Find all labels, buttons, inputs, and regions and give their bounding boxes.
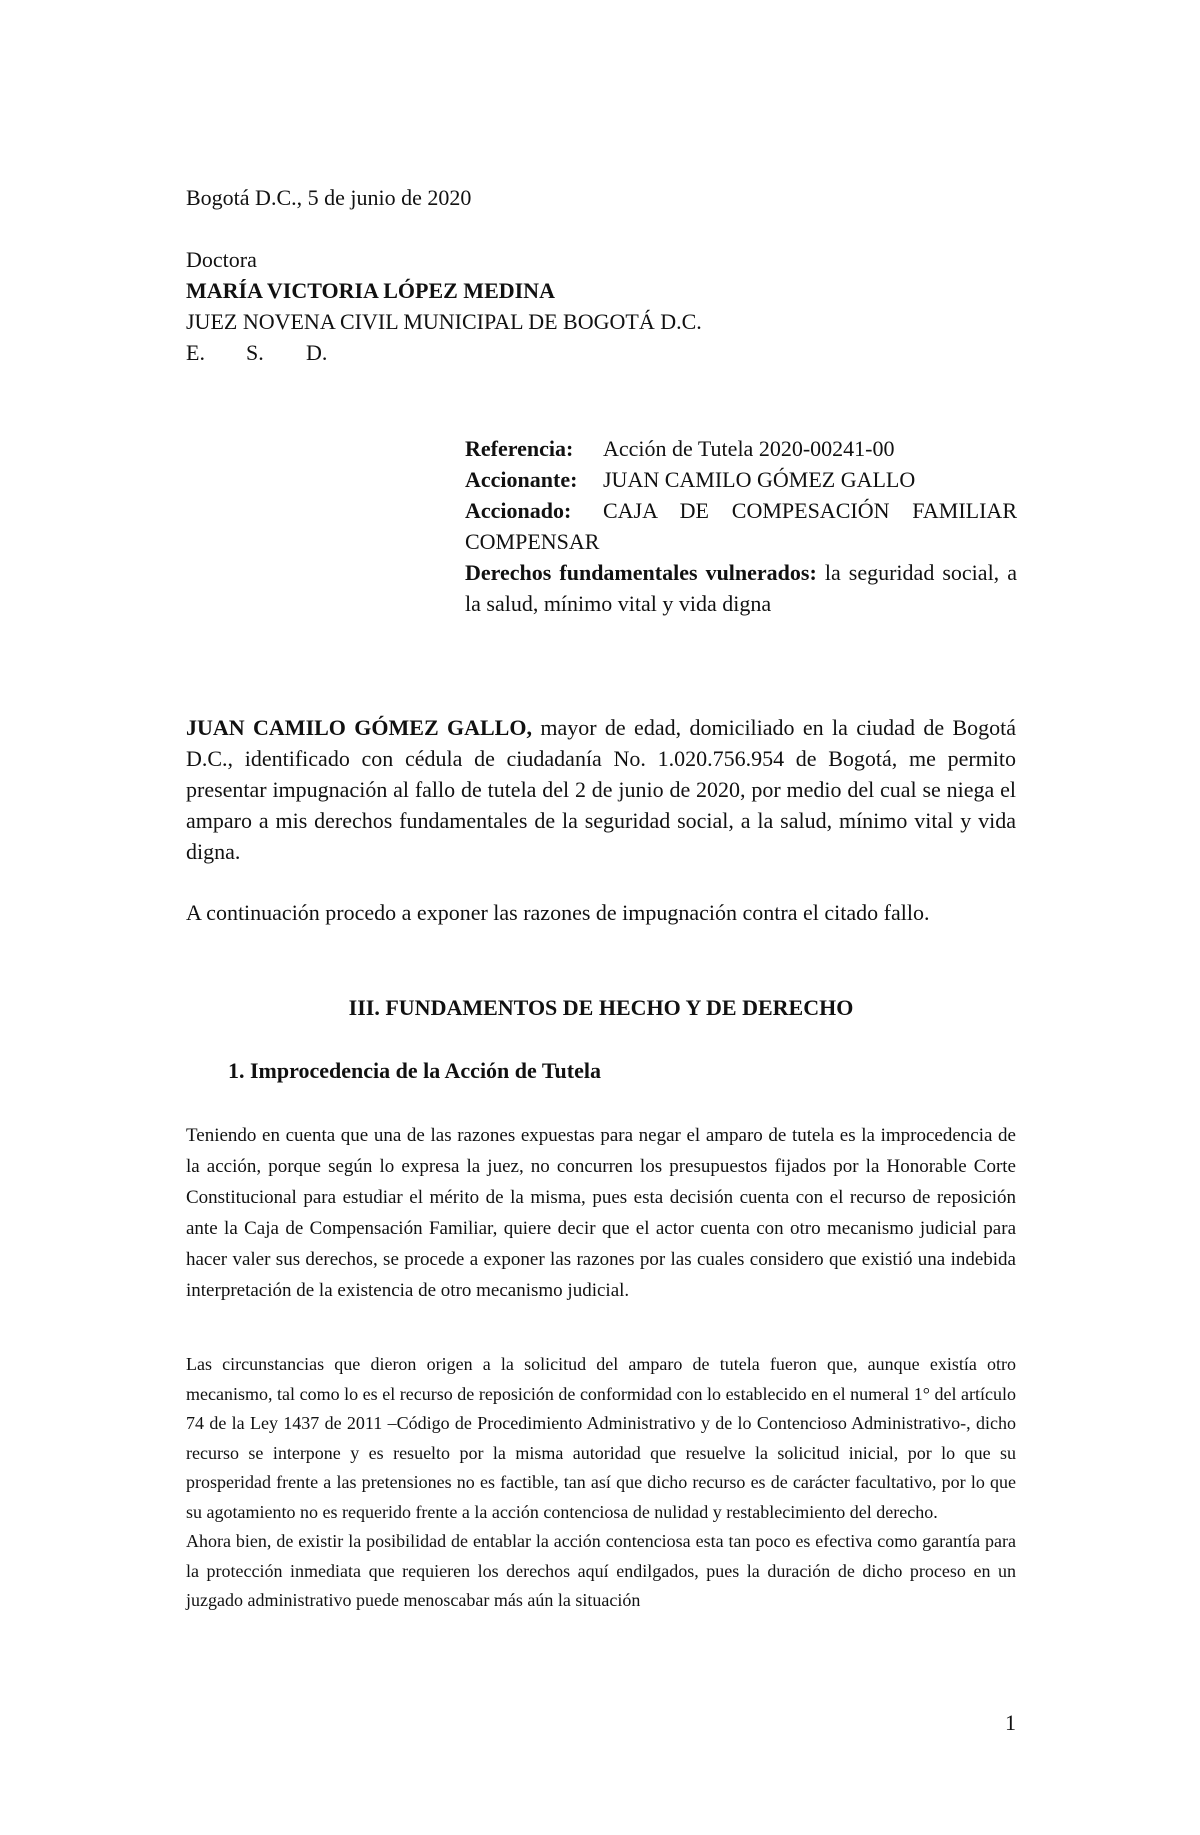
ref-accionado-label: Accionado:: [465, 498, 572, 523]
paragraph-ahora-bien: Ahora bien, de existir la posibilidad de entablar la acción contenciosa esta tan poco es efectiva como garantía para la protección inmediata que requieren los derechos aquí endilgados, pues la duración de dicho proceso en un juzgado administrativo puede menoscabar más aún la situación: [186, 1531, 1016, 1610]
paragraph-continuation: A continuación procedo a exponer las razones de impugnación contra el citado fallo.: [186, 900, 930, 925]
page-number: 1: [1005, 1710, 1016, 1735]
esd-e: E.: [186, 340, 205, 365]
paragraph-improcedencia: Teniendo en cuenta que una de las razones expuestas para negar el amparo de tutela es la improcedencia de la acción, porque según lo expresa la juez, no concurren los presupuestos fijados por la Honorable Corte Constitucional para estudiar el mérito de la misma, pues esta decisión cuenta con el recurso de reposición ante la Caja de Compensación Familiar, quiere decir que el actor cuenta con otro mecanismo judicial para hacer valer sus derechos, se procede a exponer las razones por las cuales considero que existió una indebida interpretación de la existencia de otro mecanismo judicial.: [186, 1125, 1016, 1301]
ref-referencia: [465, 433, 1017, 464]
paragraph-circunstancias-block: [186, 1350, 1016, 1616]
salutation: Doctora: [186, 247, 257, 272]
date-line: Bogotá D.C., 5 de junio de 2020: [186, 185, 472, 210]
intro-text: mayor de edad, domiciliado en la ciudad de Bogotá D.C., identificado con cédula de ciudadanía No. 1.020.756.954 de Bogotá, me permito presentar impugnación al fallo de tutela del 2 de junio de 2020, por medio del cual se niega el amparo a mis derechos fundamentales de la seguridad social, a la salud, mínimo vital y vida digna.: [186, 715, 1016, 864]
subsection-title: 1. Improcedencia de la Acción de Tutela: [228, 1058, 601, 1083]
ref-referencia-label: Referencia:: [465, 436, 574, 461]
paragraph-circunstancias: Las circunstancias que dieron origen a la solicitud del amparo de tutela fueron que, aunque existía otro mecanismo, tal como lo es el recurso de reposición de conformidad con lo establecido en el numeral 1° del artículo 74 de la Ley 1437 de 2011 –Código de Procedimiento Administrativo y de lo Contencioso Administrativo-, dicho recurso se interpone y es resuelto por la misma autoridad que resuelve la solicitud inicial, por lo que su prosperidad frente a las pretensiones no es factible, tan así que dicho recurso es de carácter facultativo, por lo que su agotamiento no es requerido frente a la acción contenciosa de nulidad y restablecimiento del derecho.: [186, 1354, 1016, 1522]
addressee-name: MARÍA VICTORIA LÓPEZ MEDINA: [186, 278, 555, 303]
ref-accionado-value-2: COMPENSAR: [465, 529, 600, 554]
ref-accionado: [465, 495, 1017, 526]
intro-name: JUAN CAMILO GÓMEZ GALLO,: [186, 715, 532, 740]
esd-line: [186, 337, 1016, 368]
ref-referencia-value: Acción de Tutela 2020-00241-00: [603, 436, 895, 461]
paragraph-intro: [186, 712, 1016, 867]
addressee-block: [186, 244, 1016, 368]
ref-accionante-value: JUAN CAMILO GÓMEZ GALLO: [603, 467, 916, 492]
ref-derechos-value: la seguridad social, a la salud, mínimo vital y vida digna: [465, 560, 1017, 616]
addressee-position: JUEZ NOVENA CIVIL MUNICIPAL DE BOGOTÁ D.C.: [186, 309, 702, 334]
ref-derechos: [465, 557, 1017, 619]
esd-s: S.: [246, 340, 264, 365]
reference-block: [465, 433, 1017, 619]
section-title: III. FUNDAMENTOS DE HECHO Y DE DERECHO: [348, 995, 854, 1020]
ref-accionante-label: Accionante:: [465, 467, 578, 492]
ref-accionado-value-1: CAJA DE COMPESACIÓN FAMILIAR: [603, 498, 1017, 523]
esd-d: D.: [306, 340, 328, 365]
ref-accionante: [465, 464, 1017, 495]
ref-derechos-label: Derechos fundamentales vulnerados:: [465, 560, 817, 585]
